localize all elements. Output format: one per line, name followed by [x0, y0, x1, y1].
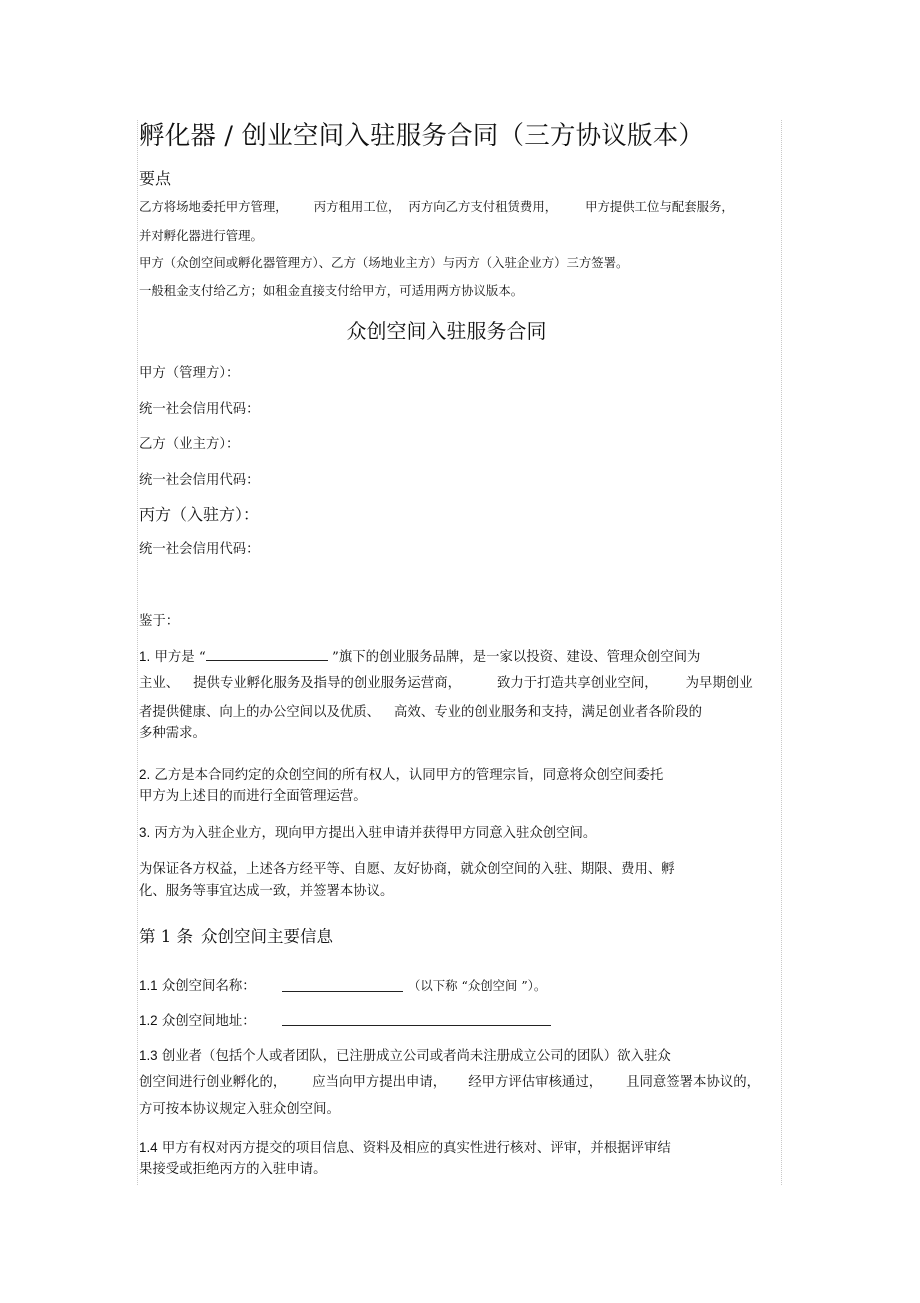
- document-title: 孵化器 / 创业空间入驻服务合同（三方协议版本）: [139, 121, 705, 151]
- clause-1-4-line-2: 果接受或拒绝丙方的入驻申请。: [139, 1162, 327, 1177]
- party-c: 丙方（入驻方）：: [139, 505, 260, 524]
- recital-2-line-2: 甲方为上述目的而进行全面管理运营。: [139, 789, 367, 804]
- blank-brand-name[interactable]: [206, 659, 328, 661]
- party-c-credit-code: 统一社会信用代码：: [139, 542, 260, 557]
- recital-1-line-2: 主业、 提供专业孵化服务及指导的创业服务运营商， 致力于打造共享创业空间， 为早期创业: [139, 676, 753, 691]
- recital-2-line-1: 2. 乙方是本合同约定的众创空间的所有权人，认同甲方的管理宗旨，同意将众创空间委托: [139, 767, 664, 783]
- party-a: 甲方（管理方）：: [139, 366, 240, 381]
- recital-1-line-4: 多种需求。: [139, 726, 206, 741]
- clause-1-1-suffix: （以下称 “众创空间 ”）。: [408, 978, 547, 993]
- clause-1-3-line-3: 方可按本协议规定入驻众创空间。: [139, 1102, 340, 1117]
- clause-1-4-line-1: 1.4 甲方有权对丙方提交的项目信息、资料及相应的真实性进行核对、评审，并根据评审结: [139, 1140, 671, 1156]
- key-point-line-2: 并对孵化器进行管理。: [139, 228, 263, 243]
- key-point-1c: 丙方向乙方支付租赁费用，: [408, 199, 558, 214]
- key-point-1d: 甲方提供工位与配套服务，: [585, 199, 734, 214]
- article-1-heading: 第 1 条 众创空间主要信息: [139, 927, 333, 946]
- key-point-line-1: [139, 201, 734, 213]
- clause-1-1: 1.1 众创空间名称：: [139, 978, 256, 994]
- contract-title: 众创空间入驻服务合同: [346, 319, 547, 343]
- key-point-1b: 丙方租用工位，: [313, 199, 401, 214]
- key-point-line-3: 甲方（众创空间或孵化器管理方）、乙方（场地业主方）与丙方（入驻企业方）三方签署。: [139, 255, 629, 270]
- recital-3-line-1: 3. 丙方为入驻企业方，现向甲方提出入驻申请并获得甲方同意入驻众创空间。: [139, 825, 597, 841]
- party-b: 乙方（业主方）：: [139, 437, 240, 452]
- whereas-heading: 鉴于：: [139, 614, 180, 629]
- party-a-credit-code: 统一社会信用代码：: [139, 402, 260, 417]
- agreement-intro-line-2: 化、服务等事宜达成一致，并签署本协议。: [139, 884, 394, 899]
- recital-1-line-1: 1. 甲方是 “ ”旗下的创业服务品牌，是一家以投资、建设、管理众创空间为: [139, 649, 701, 665]
- blank-space-name[interactable]: [282, 991, 403, 992]
- left-margin-guide: [137, 120, 138, 1185]
- clause-1-3-line-2: 创空间进行创业孵化的， 应当向甲方提出申请， 经甲方评估审核通过， 且同意签署本协议的，: [139, 1075, 761, 1090]
- key-point-line-4: 一般租金支付给乙方；如租金直接支付给甲方，可适用两方协议版本。: [139, 283, 524, 298]
- right-margin-guide: [781, 120, 782, 1185]
- agreement-intro-line-1: 为保证各方权益，上述各方经平等、自愿、友好协商，就众创空间的入驻、期限、费用、孵: [139, 862, 675, 877]
- party-b-credit-code: 统一社会信用代码：: [139, 473, 260, 488]
- clause-1-3-line-1: 1.3 创业者（包括个人或者团队，已注册成立公司或者尚未注册成立公司的团队）欲入驻众: [139, 1048, 671, 1064]
- blank-space-address[interactable]: [282, 1025, 551, 1026]
- key-point-1a: 乙方将场地委托甲方管理，: [139, 199, 288, 214]
- clause-1-2: 1.2 众创空间地址：: [139, 1013, 256, 1029]
- key-points-heading: 要点: [139, 169, 172, 188]
- recital-1-line-3: 者提供健康、向上的办公空间以及优质、 高效、专业的创业服务和支持，满足创业者各阶段的: [139, 705, 703, 720]
